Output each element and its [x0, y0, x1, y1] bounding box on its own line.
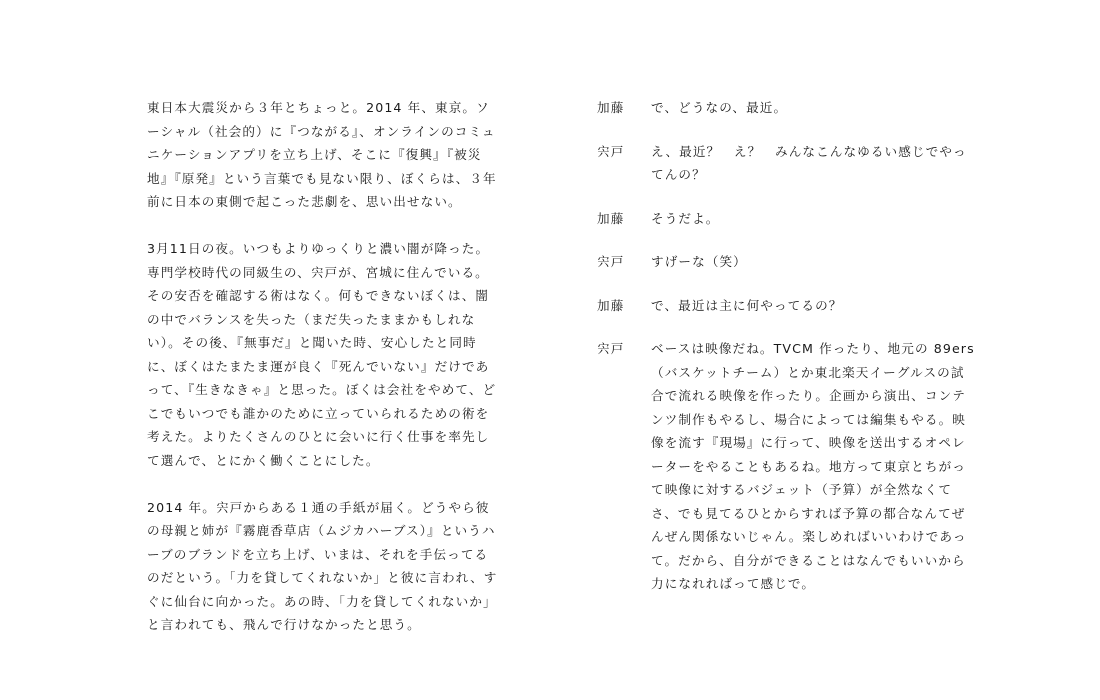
speaker-name: 加藤 [597, 210, 625, 226]
dialogue-line: で、どうなの、最近。 [651, 100, 788, 115]
dialogue-turn [597, 96, 977, 120]
speaker-name: 宍戸 [597, 143, 625, 159]
dialogue-turn [597, 140, 977, 187]
speaker-name: 加藤 [597, 297, 625, 313]
narrative-paragraph-2: 3月11日の夜。いつもよりゆっくりと濃い闇が降った。専門学校時代の同級生の、宍戸が、宮城に住んでいる。その安否を確認する術はなく。何もできないぼくは、闇の中でバランスを失った（まだ失ったままかもしれない）。その後、『無事だ』と聞いた時、安心したと同時に、ぼくはたまたま運が良く『死んでいない』だけであって、『生きなきゃ』と思った。ぼくは会社をやめて、どこでもいつでも誰かのために立っていられるための術を考えた。よりたくさんのひとに会いに行く仕事を率先して選んで、とにかく働くことにした。 [147, 241, 497, 468]
speaker-name: 宍戸 [597, 341, 625, 356]
dialogue-line: で、最近は主に何やってるの？ [651, 297, 843, 313]
narrative-paragraph-1: 東日本大震災から３年とちょっと。2014 年、東京。ソーシャル（社会的）に『つながる』、オンラインのコミュニケーションアプリを立ち上げ、そこに『復興』『被災地』『原発』という言葉でも見ない限り、ぼくらは、３年前に日本の東側で起こった悲劇を、思い出せない。 [147, 100, 497, 209]
dialogue-line: そうだよ。 [651, 210, 720, 226]
dialogue-turn [597, 207, 977, 231]
dialogue-column [597, 96, 977, 616]
dialogue-line: ベースは映像だね。TVCM 作ったり、地元の 89ers（バスケットチーム）とか東北楽天イーグルスの試合で流れる映像を作ったり。企画から演出、コンテンツ制作もやるし、場合によっては編集もやる。映像を流す『現場』に行って、映像を送出するオペレーターをやることもあるね。地方って東京とちがって映像に対するバジェット（予算）が全然なくてさ、でも見てるひとからすれば予算の都合なんてぜんぜん関係ないじゃん。楽しめればいいわけであって。だから、自分ができることはなんでもいいから力になれればって感じで。 [651, 341, 975, 591]
dialogue-line: え、最近？ え？ みんなこんなゆるい感じでやってんの？ [651, 143, 967, 182]
dialogue-turn [597, 294, 977, 318]
narrative-column [147, 96, 499, 660]
dialogue-line: すげーな（笑） [651, 254, 747, 269]
narrative-paragraph-3: 2014 年。宍戸からある１通の手紙が届く。どうやら彼の母親と姉が『霧鹿香草店（ムジカハーブス）』というハーブのブランドを立ち上げ、いまは、それを手伝ってるのだという。「力を貸してくれないか」と彼に言われ、すぐに仙台に向かった。あの時、「力を貸してくれないか」と言われても、飛んで行けなかったと思う。 [147, 499, 498, 632]
dialogue-turn [597, 337, 977, 596]
dialogue-turn [597, 250, 977, 274]
speaker-name: 宍戸 [597, 254, 625, 269]
speaker-name: 加藤 [597, 100, 625, 115]
